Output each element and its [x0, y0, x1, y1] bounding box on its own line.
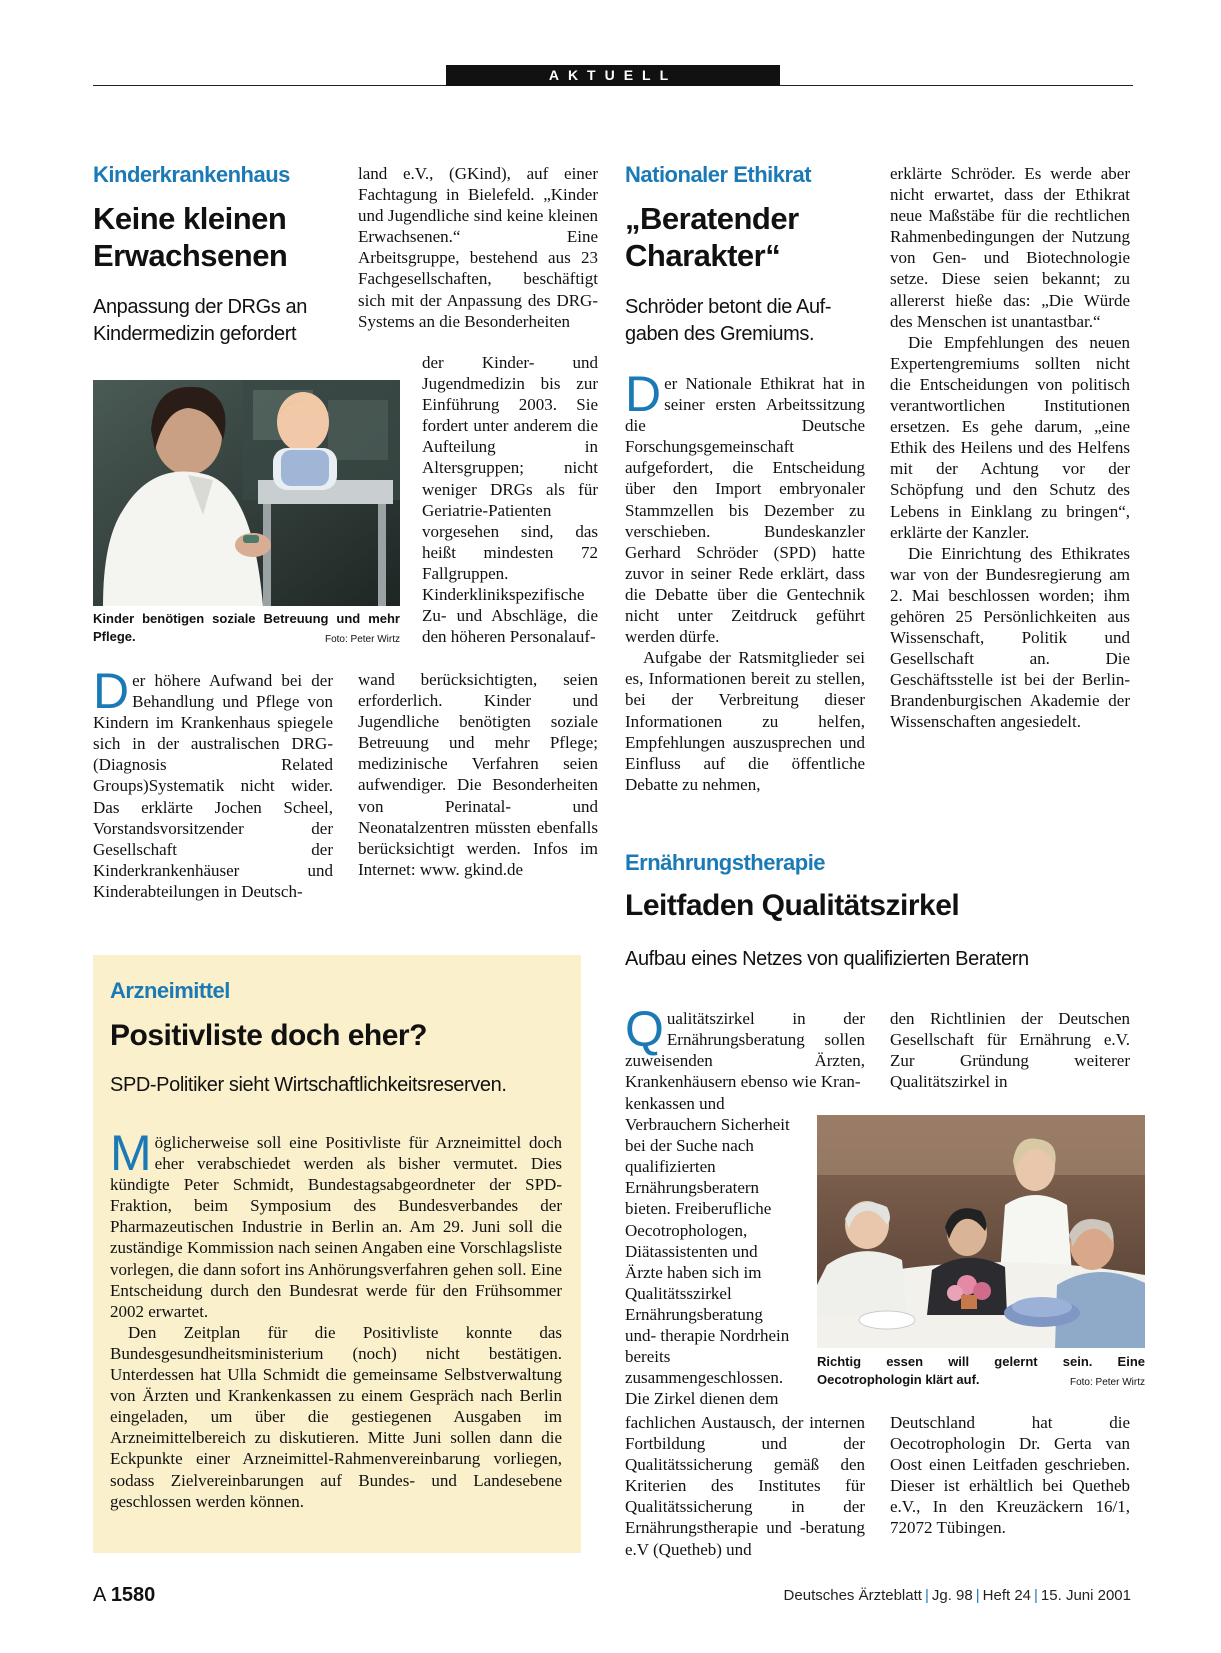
article1-headline-line2: Erwachsenen: [93, 238, 288, 273]
article4-kicker: Ernährungstherapie: [625, 850, 826, 875]
article2-subhead-line1: Schröder betont die Auf-: [625, 296, 832, 318]
footer-volume: Jg. 98: [931, 1587, 973, 1604]
article2-dropcap: D: [625, 366, 662, 422]
article4-caption: [817, 1353, 1145, 1392]
footer-journal-info: [784, 1587, 1131, 1604]
article3-body-p1: öglicherweise soll eine Positivliste für Arzneimittel doch eher verabschiedet werden als bisher vermutet. Dies kündigte Peter Schmidt, Bundestagsabgeordneter der SPD-Fraktion, beim Symposium des Bundesverbandes der Pharmazeutischen Industrie in Berlin an. Am 29. Juni soll die zuständige Kommission nach seinen Angaben eine Vorschlagsliste vorlegen, die dann sofort ins Anhörungsverfahren gehen soll. Eine Entscheidung durch den Bundesrat werde für den Frühsommer 2002 erwartet.: [110, 1133, 562, 1321]
article1-body-col2-top: land e.V., (GKind), auf einer Fachtagung in Bielefeld. „Kinder und Jugendliche sind keine kleinen Erwachsenen.“ Eine Arbeitsgruppe, bestehend aus 23 Fachgesellschaften, beschäftigt sich mit der Anpassung des DRG-Systems an die Besonderheiten: [358, 164, 598, 331]
article4-body-col1-wide-text: ualitätszirkel in der Ernährungsberatung sollen zuweisenden Ärzten, Krankenhäusern ebenso wie Kran-: [625, 1009, 865, 1092]
article4-photo-credit: Foto: Peter Wirtz: [1069, 1377, 1145, 1388]
footer-page-prefix: A: [93, 1584, 106, 1606]
article4-headline: Leitfaden Qualitätszirkel: [625, 889, 960, 922]
article1-body-col2-bottom: wand berücksichtigten, seien erforderlich. Kinder und Jugendliche benötigten soziale Betreuung und mehr Pflege; medizinische Verfahren seien aufwendiger. Die Besonderheiten von Perinatal- und Neonatalzentren müssten ebenfalls berücksichtigt werden. Infos im Internet: www. gkind.de: [358, 670, 598, 879]
article1-photo: [93, 380, 400, 606]
footer-journal: Deutsches Ärzteblatt: [783, 1587, 922, 1604]
article1-body-col1: [93, 663, 333, 902]
article1-kicker: Kinderkrankenhaus: [93, 162, 290, 187]
article3-headline: Positivliste doch eher?: [110, 1019, 427, 1052]
article1-subhead-line2: Kindermedizin gefordert: [93, 323, 297, 345]
article1-caption: [93, 610, 400, 649]
article2-body-col1: [625, 366, 865, 795]
article4-body-col1-narrow: kenkassen und Verbrauchern Sicherheit bei der Suche nach qualifizierten Ernährungsberatern bieten. Freiberufliche Oecotrophologen, Diätassistenten und Ärzte haben sich im Qualitätsszirkel Ernährungsberatung und- therapie Nordrhein bereits zusammengeschlossen. Die Zirkel dienen dem: [625, 1094, 790, 1409]
article1-subhead-line1: Anpassung der DRGs an: [93, 296, 307, 318]
article1-dropcap: D: [93, 663, 130, 719]
article1-body-col2-narrow: der Kinder- und Jugendmedizin bis zur Einführung 2003. Sie fordert unter anderem die Aufteilung in Altersgruppen; nicht weniger DRGs als für Geriatrie-Patienten vorgesehen sind, das heißt mindesten 72 Fallgruppen. Kinderklinikspezifische Zu- und Abschläge, die den höheren Personalauf-: [422, 353, 598, 647]
article4-photo: [817, 1115, 1145, 1348]
article2-subhead-line2: gaben des Gremiums.: [625, 323, 815, 345]
article2-body-col2-p3: Die Einrichtung des Ethikrates war von der Bundesregierung am 2. Mai beschlossen worden; ihm gehören 25 Persönlichkeiten aus Wissenschaft, Politik und Gesellschaft an. Die Geschäftsstelle ist bei der Berlin-Brandenburgischen Akademie der Wissenschaften angesiedelt.: [890, 543, 1130, 732]
article1-body-col1-text: er höhere Aufwand bei der Behandlung und Pflege von Kindern im Krankenhaus spiegele sich in der australischen DRG-(Diagnosis Related Groups)Systematik nicht wider. Das erklärte Jochen Scheel, Vorstandsvorsitzender der Gesellschaft der Kinderkrankenhäuser und Kinderabteilungen in Deutsch-: [93, 671, 333, 901]
article1-photo-illustration: [93, 380, 400, 606]
section-label: AKTUELL: [446, 65, 780, 86]
article3-subhead: SPD-Politiker sieht Wirtschaftlichkeitsreserven.: [110, 1074, 507, 1096]
article4-body-col2-bottom: Deutschland hat die Oecotrophologin Dr. Gerta van Oost einen Leitfaden geschrieben. Dieser ist erhältlich bei Quetheb e.V., In den Kreuzäckern 16/1, 72072 Tübingen.: [890, 1413, 1130, 1538]
article2-body-col2: [890, 163, 1130, 733]
article3-body-p2: Den Zeitplan für die Positivliste konnte das Bundesgesundheitsministerium (noch) nicht bestätigen. Unterdessen hat Ulla Schmidt die gemeinsame Selbstverwaltung von Ärzten und Krankenkassen zu einem Gespräch nach Berlin eingeladen, um über die gestiegenen Ausgaben im Arzneimittelbereich zu diskutieren. Mitte Juni sollen dann die Eckpunkte einer Arzneimittel-Rahmenvereinbarung vorliegen, sodass Zielvereinbarungen auf Bundes- und Landesebene geschlossen werden können.: [110, 1322, 562, 1511]
article4-subhead: Aufbau eines Netzes von qualifizierten Beratern: [625, 948, 1029, 970]
article1-photo-credit: Foto: Peter Wirtz: [324, 634, 400, 645]
article2-headline-line1: „Beratender: [625, 201, 799, 236]
article1-subhead: [93, 294, 353, 348]
article1-headline-line1: Keine kleinen: [93, 201, 287, 236]
article1-headline: [93, 200, 353, 274]
article2-subhead: [625, 294, 865, 348]
article3-dropcap: M: [110, 1125, 152, 1181]
footer-page-number: [93, 1584, 155, 1607]
article4-caption-text: Richtig essen will gelernt sein. Eine Oecotrophologin klärt auf.: [817, 1354, 1145, 1387]
article4-body-col1-wide: [625, 1001, 865, 1092]
footer-separator: |: [975, 1587, 980, 1604]
article2-headline-line2: Charakter“: [625, 238, 781, 273]
footer-separator: |: [1034, 1587, 1038, 1604]
footer-page-value: 1580: [110, 1584, 156, 1606]
footer-issue: Heft 24: [982, 1587, 1032, 1604]
article3-body: [110, 1125, 562, 1512]
article4-dropcap: Q: [625, 1001, 664, 1057]
article3-kicker: Arzneimittel: [110, 978, 230, 1003]
article4-body-col2-top: den Richtlinien der Deutschen Gesellschaft für Ernährung e.V. Zur Gründung weiterer Qualitätszirkel in: [890, 1009, 1130, 1092]
article2-body-col2-p1: erklärte Schröder. Es werde aber nicht erwartet, dass der Ethikrat neue Maßstäbe für die rechtlichen Rahmenbedingungen der Nutzung von Gen- und Biotechnologie setze. Diese seien bekannt; zu allererst hieße das: „Die Würde des Menschen ist unantastbar.“: [890, 164, 1130, 331]
article2-headline: [625, 200, 865, 274]
article4-photo-illustration: [817, 1115, 1145, 1348]
article2-body-col1-p2: Aufgabe der Ratsmitglieder sei es, Informationen bereit zu stellen, bei der Verbreitung dieser Informationen zu helfen, Empfehlungen auszusprechen und Einfluss auf die öffentliche Debatte zu nehmen,: [625, 648, 865, 794]
article2-body-col1-p1: er Nationale Ethikrat hat in seiner ersten Arbeitssitzung die Deutsche Forschungsgemeinschaft aufgefordert, die Entscheidung über den Import embryonaler Stammzellen bis Dezember zu verschieben. Bundeskanzler Gerhard Schröder (SPD) hatte zuvor in seiner Rede erklärt, dass die Debatte über die Gentechnik nicht unter Zeitdruck geführt werden dürfe.: [625, 374, 865, 647]
footer-date: 15. Juni 2001: [1040, 1587, 1131, 1604]
article2-kicker: Nationaler Ethikrat: [625, 162, 812, 187]
article1-caption-text: Kinder benötigen soziale Betreuung und mehr Pflege.: [93, 611, 400, 644]
article4-body-col1-bottom: fachlichen Austausch, der internen Fortbildung und der Qualitätssicherung gemäß den Kriterien des Institutes für Qualitätssicherung in der Ernährungstherapie und -beratung e.V (Quetheb) und: [625, 1413, 865, 1559]
footer-separator: |: [924, 1587, 929, 1604]
article2-body-col2-p2: Die Empfehlungen des neuen Expertengremiums sollten nicht die Entscheidungen von politisch verantwortlichen Institutionen ersetzen. Es gehe darum, „eine Ethik des Heilens und des Helfens mit der Achtung vor der Schöpfung und den Schutz des Lebens in Einklang zu bringen“, erklärte der Kanzler.: [890, 332, 1130, 542]
